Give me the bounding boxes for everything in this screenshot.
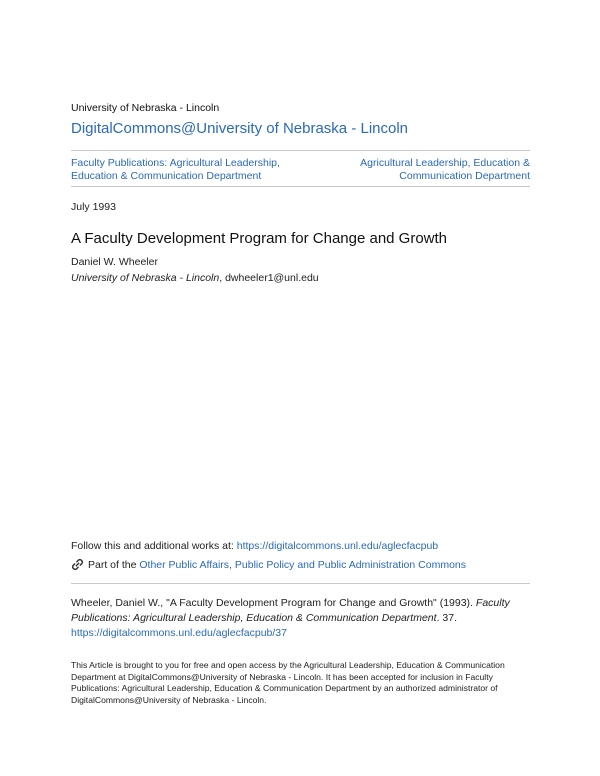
author-email: dwheeler1@unl.edu [225, 272, 319, 284]
citation-suffix: . 37. [436, 612, 457, 624]
author-name: Daniel W. Wheeler [71, 256, 158, 268]
commons-link[interactable]: Other Public Affairs, Public Policy and Public Administration Commons [139, 558, 466, 571]
link-icon [71, 558, 84, 571]
citation-block [71, 596, 533, 641]
affiliation-separator: , [219, 272, 226, 284]
part-of-text: Part of the [88, 558, 137, 571]
follow-text: Follow this and additional works at: [71, 540, 237, 552]
divider-collections [71, 186, 530, 187]
citation-prefix: Wheeler, Daniel W., "A Faculty Development Program for Change and Growth" (1993). [71, 597, 476, 609]
article-title: A Faculty Development Program for Change and Growth [71, 230, 448, 247]
repository-link[interactable]: DigitalCommons@University of Nebraska - Lincoln [71, 120, 409, 137]
follow-url-link[interactable]: https://digitalcommons.unl.edu/aglecfacpub [236, 540, 439, 552]
author-affiliation [71, 272, 319, 284]
collection-link-right[interactable]: Agricultural Leadership, Education & Communication Department [360, 157, 530, 182]
citation-journal: Faculty Publications: Agricultural Leadership, Education & Communication Department [71, 597, 510, 624]
citation-url-link[interactable]: https://digitalcommons.unl.edu/aglecfacpub/37 [71, 627, 287, 639]
access-statement: This Article is brought to you for free and open access by the Agricultural Leadership, Education & Communication Department at DigitalCommons@University of Nebraska - Lincoln. It has been accepted for inclusion in Faculty Publications: Agricultural Leadership, Education & Communication Department by an authorized administrator of DigitalCommons@University of Nebraska - Lincoln. [71, 660, 505, 705]
divider-top [71, 150, 530, 151]
affiliation-name: University of Nebraska - Lincoln [71, 272, 220, 284]
part-of-line [71, 558, 466, 571]
follow-line [71, 540, 438, 552]
publication-date: July 1993 [71, 201, 116, 213]
divider-citation [71, 583, 530, 584]
university-name: University of Nebraska - Lincoln [71, 102, 220, 114]
collection-link-left[interactable]: Faculty Publications: Agricultural Leadership, Education & Communication Department [71, 157, 280, 182]
